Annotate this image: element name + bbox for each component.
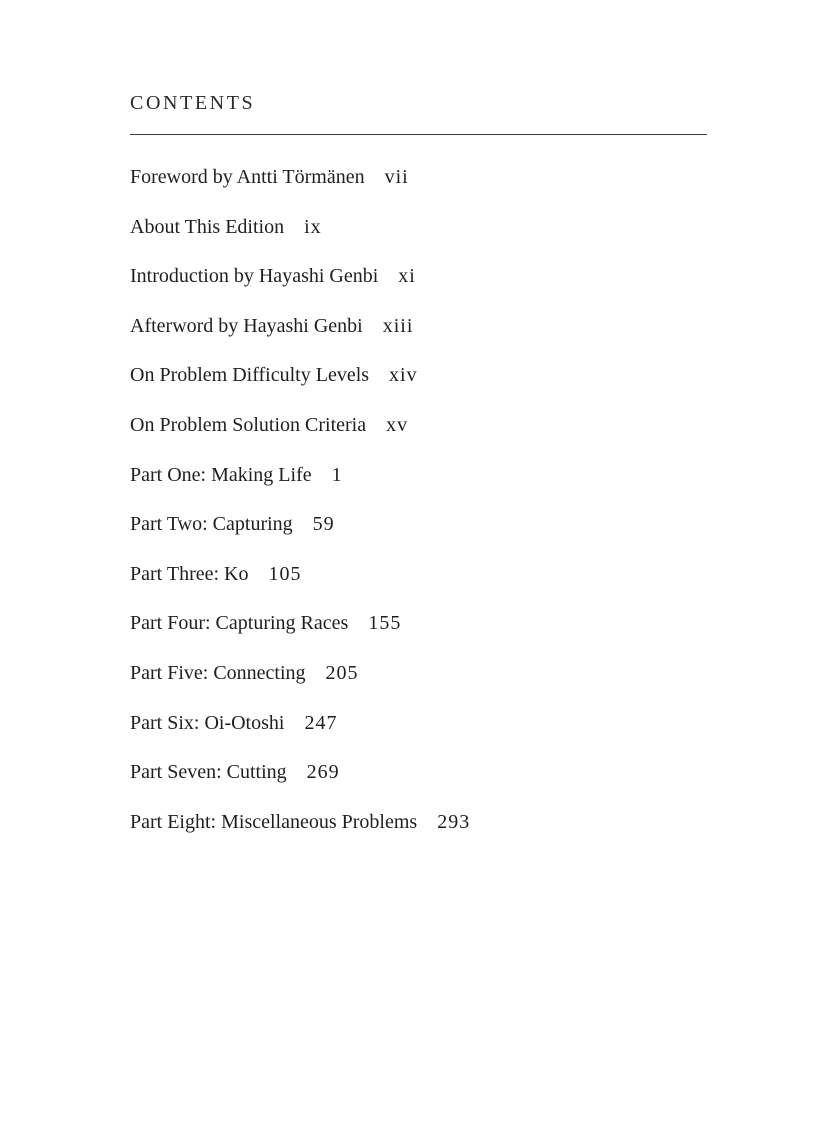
toc-entry-page: 105 — [268, 562, 302, 585]
toc-entry-page: 247 — [304, 711, 338, 734]
toc-entry-title: Part Four: Capturing Races — [130, 612, 349, 635]
toc-entry — [130, 561, 690, 611]
toc-entry-title: Part Seven: Cutting — [130, 761, 287, 784]
toc-entry — [130, 164, 690, 214]
toc-entry-title: Part One: Making Life — [130, 463, 312, 486]
toc-entry-title: Part Two: Capturing — [130, 513, 293, 536]
toc-entry-title: Introduction by Hayashi Genbi — [130, 265, 379, 288]
table-of-contents — [130, 164, 690, 858]
toc-entry-title: Part Six: Oi-Otoshi — [130, 711, 285, 734]
toc-entry-page: 155 — [368, 612, 402, 635]
toc-entry — [130, 462, 690, 512]
toc-entry — [130, 809, 690, 859]
toc-entry-page: 59 — [312, 513, 335, 536]
toc-entry-page: vii — [384, 166, 409, 188]
toc-entry — [130, 214, 690, 264]
toc-entry-page: xi — [398, 265, 416, 288]
toc-entry — [130, 610, 690, 660]
toc-entry-title: Afterword by Hayashi Genbi — [130, 314, 363, 337]
toc-entry-page: 1 — [331, 463, 343, 486]
toc-entry — [130, 710, 690, 760]
contents-heading: CONTENTS — [130, 92, 256, 114]
toc-entry-title: Part Five: Connecting — [130, 661, 306, 684]
toc-entry-page: xv — [386, 413, 409, 436]
toc-entry-page: 293 — [437, 810, 471, 833]
toc-entry — [130, 511, 690, 561]
toc-entry — [130, 660, 690, 710]
toc-entry — [130, 263, 690, 313]
toc-entry — [130, 362, 690, 412]
toc-entry-title: On Problem Solution Criteria — [130, 413, 367, 436]
toc-entry — [130, 759, 690, 809]
toc-entry-title: About This Edition — [130, 215, 285, 238]
toc-entry-page: xiv — [389, 364, 418, 387]
toc-entry-title: On Problem Difficulty Levels — [130, 364, 370, 387]
toc-entry-page: 269 — [306, 761, 340, 784]
toc-entry-page: 205 — [325, 661, 359, 684]
toc-entry-page: ix — [304, 215, 322, 238]
toc-entry — [130, 412, 690, 462]
toc-entry-title: Part Three: Ko — [130, 562, 249, 585]
toc-entry-title: Part Eight: Miscellaneous Problems — [130, 810, 418, 833]
toc-entry-page: xiii — [382, 314, 414, 337]
toc-entry-title: Foreword by Antti Törmänen — [130, 166, 365, 188]
toc-entry — [130, 313, 690, 363]
heading-divider — [130, 134, 707, 135]
